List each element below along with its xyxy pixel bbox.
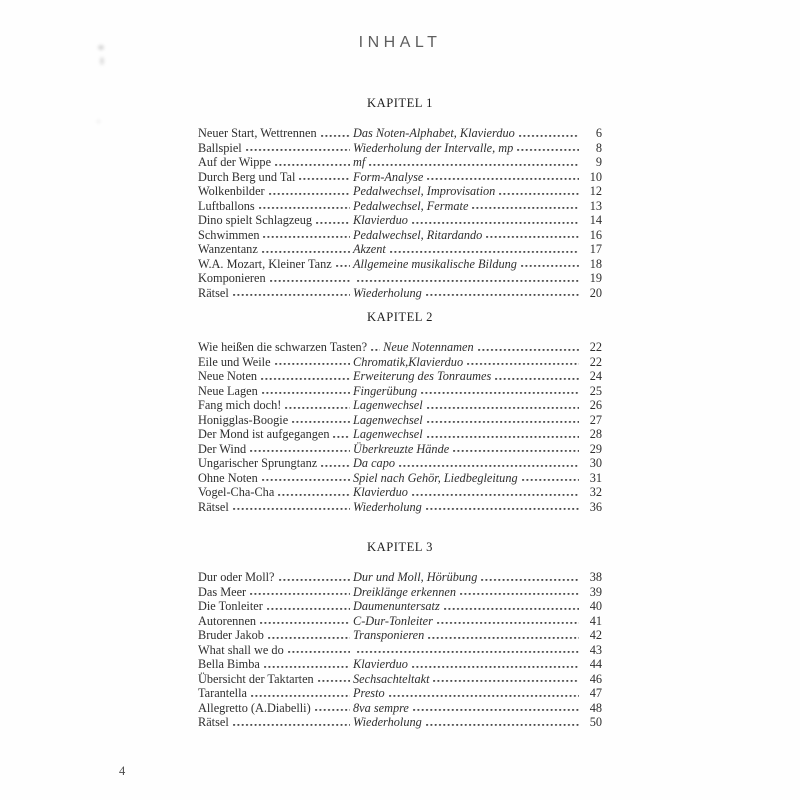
dot-leader [437,614,579,629]
entry-title: What shall we do [198,642,284,657]
entry-topic: Sechsachteltakt [353,671,430,686]
dot-leader [288,643,350,658]
entry-page-number: 41 [589,613,602,628]
dot-leader [371,340,380,355]
dot-leader [260,614,350,629]
entry-page-number: 40 [589,599,602,613]
entry-topic: Wiederholung der Intervalle, mp [353,140,514,155]
entry-topic: Pedalwechsel, Improvisation [353,184,496,198]
dot-leader [262,384,350,399]
entry-left [198,614,353,629]
dot-leader [444,599,579,614]
dot-leader [262,242,350,257]
entry-title: Neue Lagen [198,383,258,398]
page-title: INHALT [358,34,442,51]
toc-entry [198,643,602,658]
dot-leader [233,715,350,730]
dot-leader [522,471,579,486]
dot-leader [399,456,579,471]
entry-title: Ballspiel [198,140,242,155]
dot-leader [467,355,579,370]
entry-left [198,155,353,170]
entry-topic: Lagenwechsel [353,398,423,412]
entry-left [198,456,353,471]
entry-left [198,257,353,272]
entry-title: Dur oder Moll? [198,570,275,584]
entry-topic: Pedalwechsel, Fermate [353,198,469,213]
entry-left [198,271,353,286]
chapter-section [198,96,602,300]
entry-page-number: 39 [589,584,602,599]
toc-entry [198,686,602,701]
entry-page-number: 31 [589,470,602,485]
toc-entry [198,500,602,515]
toc-entry [198,355,602,370]
dot-leader [263,228,350,243]
dot-leader [519,126,579,141]
dot-leader [390,242,579,257]
entry-title: Autorennen [198,613,257,628]
toc-entry [198,257,602,272]
chapter-heading: KAPITEL 2 [367,310,433,324]
dot-leader [315,701,350,716]
toc-entry [198,242,602,257]
toc-entry [198,585,602,600]
dot-leader [433,672,579,687]
entry-page-number: 30 [589,456,602,470]
toc-entry [198,413,602,428]
entry-left [198,228,353,243]
dot-leader [426,500,579,515]
entry-title: Fang mich doch! [198,398,282,412]
dot-leader [267,599,350,614]
entry-title: Honigglas-Boogie [198,412,289,427]
entry-left [198,715,353,730]
dot-leader [321,126,350,141]
toc-entry [198,228,602,243]
dot-leader [428,628,579,643]
dot-leader [427,427,579,442]
entry-topic: Lagenwechsel [353,427,423,441]
entry-left [198,643,353,658]
dot-leader [333,427,350,442]
toc-entry [198,485,602,500]
entry-page-number: 50 [589,715,602,729]
entry-topic: Erweiterung des Tonraumes [353,369,492,383]
entry-title: Wanzentanz [198,242,258,256]
toc-entry [198,715,602,730]
scan-speck [98,45,104,50]
dot-leader [285,398,350,413]
dot-leader [233,500,350,515]
dot-leader [427,413,579,428]
toc-entry [198,286,602,301]
entry-topic: Form-Analyse [353,169,424,184]
entry-title: Rätsel [198,499,229,514]
entry-left [198,170,353,185]
dot-leader [412,213,579,228]
dot-leader [275,155,350,170]
dot-leader [357,643,579,658]
entry-title: Rätsel [198,285,229,300]
toc-entry [198,155,602,170]
entry-page-number: 24 [589,369,602,383]
entry-page-number: 27 [589,412,602,427]
entry-left [198,398,353,413]
entry-page-number: 8 [595,140,602,155]
entry-page-number: 29 [589,441,602,456]
dot-leader [269,184,350,199]
toc-entry [198,369,602,384]
dot-leader [316,213,350,228]
toc-entry [198,614,602,629]
entry-page-number: 14 [589,213,602,227]
dot-leader [321,456,350,471]
entry-left [198,355,353,370]
toc-entry [198,442,602,457]
entry-title: Schwimmen [198,227,260,242]
entry-topic: Klavierduo [353,485,408,499]
entry-page-number: 44 [589,657,602,671]
entry-topic: Lagenwechsel [353,412,423,427]
entry-title: Wie heißen die schwarzen Tasten? [198,340,368,354]
toc-entry [198,340,602,355]
entry-topic: Da capo [353,456,396,470]
toc-entry [198,427,602,442]
entry-left [198,141,353,156]
entry-left [198,413,353,428]
entry-title: W.A. Mozart, Kleiner Tanz [198,256,332,271]
entry-title: Allegretto (A.Diabelli) [198,700,311,715]
entry-topic: Dreiklänge erkennen [353,584,456,599]
dot-leader [413,701,579,716]
dot-leader [336,257,350,272]
entry-title: Komponieren [198,271,266,285]
toc-entry [198,271,602,286]
chapter-heading: KAPITEL 1 [367,96,433,110]
entry-left [198,701,353,716]
footer-page-number: 4 [119,764,126,778]
entry-left [198,126,353,141]
entry-title: Übersicht der Taktarten [198,671,314,686]
scan-speck [97,120,100,123]
entry-page-number: 6 [595,126,602,140]
entry-title: Wolkenbilder [198,184,265,198]
entry-page-number: 10 [589,169,602,184]
entry-left [198,427,353,442]
toc-entry [198,213,602,228]
dot-leader [262,471,350,486]
dot-leader [460,585,579,600]
dot-leader [251,686,350,701]
entry-title: Luftballons [198,198,255,213]
dot-leader [427,398,579,413]
dot-leader [275,355,350,370]
entry-page-number: 13 [589,198,602,213]
entry-left [198,340,383,355]
dot-leader [412,485,579,500]
entry-title: Ungarischer Sprungtanz [198,456,318,470]
entry-left [198,599,353,614]
entry-topic: Klavierduo [353,213,408,227]
dot-leader [279,570,351,585]
toc-entry [198,657,602,672]
dot-leader [292,413,350,428]
entry-page-number: 42 [589,628,602,642]
entry-topic: Allgemeine musikalische Bildung [353,256,517,271]
entry-title: Bruder Jakob [198,628,264,642]
dot-leader [517,141,579,156]
entry-page-number: 9 [595,155,602,169]
toc-entry [198,701,602,716]
entry-left [198,585,353,600]
toc-entry [198,384,602,399]
entry-title: Auf der Wippe [198,155,272,169]
dot-leader [278,485,350,500]
entry-title: Die Tonleiter [198,599,263,613]
entry-title: Durch Berg und Tal [198,169,296,184]
dot-leader [250,585,350,600]
dot-leader [499,184,579,199]
dot-leader [453,442,579,457]
entry-page-number: 46 [589,671,602,686]
entry-page-number: 48 [589,700,602,715]
entry-page-number: 19 [589,271,602,285]
toc-entry [198,141,602,156]
dot-leader [472,199,579,214]
entry-title: Der Wind [198,441,247,456]
entry-topic: Daumenuntersatz [353,599,440,613]
entry-page-number: 25 [589,383,602,398]
toc-entry [198,456,602,471]
dot-leader [233,286,350,301]
dot-leader [412,657,579,672]
entry-topic: Transponieren [353,628,425,642]
entry-title: Neue Noten [198,369,258,383]
entry-left [198,199,353,214]
dot-leader [250,442,350,457]
dot-leader [427,170,579,185]
entry-left [198,485,353,500]
entry-page-number: 20 [589,285,602,300]
chapter-heading: KAPITEL 3 [367,540,433,554]
entry-page-number: 18 [589,256,602,271]
entry-topic: Pedalwechsel, Ritardando [353,227,483,242]
chapter-entries [198,340,602,514]
entry-page-number: 28 [589,427,602,441]
dot-leader [299,170,350,185]
entry-left [198,686,353,701]
dot-leader [318,672,350,687]
entry-left [198,500,353,515]
chapter-section [198,310,602,514]
dot-leader [246,141,350,156]
entry-topic: Spiel nach Gehör, Liedbegleitung [353,470,518,485]
entry-left [198,442,353,457]
entry-title: Das Meer [198,584,247,599]
entry-page-number: 43 [589,642,602,657]
dot-leader [486,228,579,243]
entry-topic: Neue Notennamen [383,340,474,354]
entry-page-number: 26 [589,398,602,412]
entry-topic: Akzent [353,242,386,256]
toc-entry [198,628,602,643]
entry-page-number: 32 [589,485,602,499]
entry-topic: Wiederholung [353,499,422,514]
dot-leader [495,369,579,384]
entry-left [198,628,353,643]
entry-topic: 8va sempre [353,700,409,715]
entry-title: Vogel-Cha-Cha [198,485,275,499]
toc-entry [198,199,602,214]
entry-left [198,213,353,228]
dot-leader [357,271,579,286]
entry-title: Rätsel [198,715,229,729]
dot-leader [521,257,579,272]
chapter-entries [198,570,602,730]
entry-topic: Dur und Moll, Hörübung [353,570,478,584]
dot-leader [259,199,350,214]
toc-entry [198,398,602,413]
entry-topic: Das Noten-Alphabet, Klavierduo [353,126,515,140]
toc-entry [198,471,602,486]
entry-topic: Fingerübung [353,383,418,398]
entry-topic: Wiederholung [353,285,422,300]
toc-entry [198,570,602,585]
dot-leader [426,715,579,730]
entry-page-number: 16 [589,227,602,242]
dot-leader [426,286,579,301]
toc-entry [198,170,602,185]
dot-leader [421,384,579,399]
dot-leader [478,340,579,355]
entry-left [198,242,353,257]
chapter-section [198,540,602,730]
entry-title: Tarantella [198,686,247,700]
entry-topic: C-Dur-Tonleiter [353,613,433,628]
dot-leader [481,570,579,585]
entry-left [198,286,353,301]
entry-page-number: 17 [589,242,602,256]
entry-title: Dino spielt Schlagzeug [198,213,313,227]
dot-leader [268,628,350,643]
entry-title: Der Mond ist aufgegangen [198,427,330,441]
entry-page-number: 36 [589,499,602,514]
entry-title: Ohne Noten [198,470,258,485]
entry-topic: Wiederholung [353,715,422,729]
dot-leader [261,369,350,384]
entry-page-number: 22 [589,340,602,354]
entry-topic: Presto [353,686,385,700]
entry-left [198,657,353,672]
toc-entry [198,184,602,199]
entry-left [198,672,353,687]
entry-title: Neuer Start, Wettrennen [198,126,317,140]
chapters-container [198,96,602,730]
entry-title: Eile und Weile [198,354,271,369]
entry-left [198,369,353,384]
chapter-entries [198,126,602,300]
entry-topic: Chromatik,Klavierduo [353,354,464,369]
entry-page-number: 47 [589,686,602,700]
entry-topic: mf [353,155,366,169]
toc-entry [198,126,602,141]
entry-page-number: 38 [589,570,602,584]
entry-left [198,570,353,585]
entry-page-number: 12 [589,184,602,198]
dot-leader [389,686,579,701]
dot-leader [270,271,350,286]
toc-entry [198,672,602,687]
toc-entry [198,599,602,614]
entry-title: Bella Bimba [198,657,260,671]
entry-page-number: 22 [589,354,602,369]
entry-left [198,471,353,486]
dot-leader [369,155,579,170]
scan-speck [100,57,104,65]
dot-leader [264,657,350,672]
entry-topic: Klavierduo [353,657,408,671]
entry-left [198,384,353,399]
entry-left [198,184,353,199]
entry-topic: Überkreuzte Hände [353,441,450,456]
